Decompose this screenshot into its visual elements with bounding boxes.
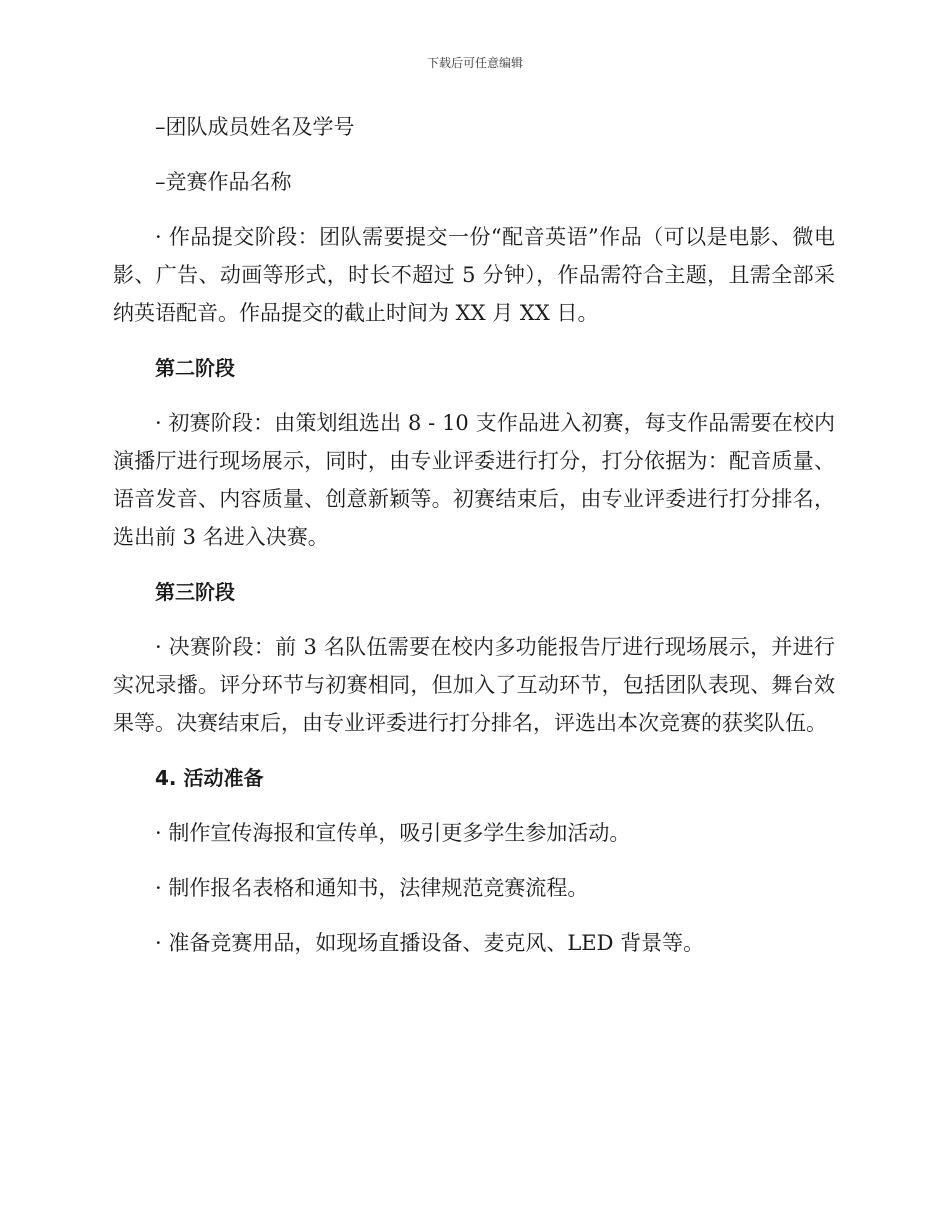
list-item-work-title: –竞赛作品名称 <box>155 170 292 194</box>
list-item-member-names: –团队成员姓名及学号 <box>155 115 355 139</box>
paragraph-final-stage: · 决赛阶段：前 3 名队伍需要在校内多功能报告厅进行现场展示，并进行实况录播。评分环节与初赛相同，但加入了互动环节，包括团队表现、舞台效果等。决赛结束后，由专业评委进行打分排名，评选出本次竞赛的获奖队伍。 <box>113 635 835 735</box>
heading-stage-three: 第三阶段 <box>155 580 235 604</box>
heading-stage-two: 第二阶段 <box>155 356 235 380</box>
paragraph-submission-stage: · 作品提交阶段：团队需要提交一份“配音英语”作品（可以是电影、微电影、广告、动画等形式，时长不超过 5 分钟），作品需符合主题，且需全部采纳英语配音。作品提交的截止时间为 XX 月 XX 日。 <box>113 225 835 325</box>
list-item-forms: · 制作报名表格和通知书，法律规范竞赛流程。 <box>155 876 589 900</box>
document-body <box>113 108 835 962</box>
paragraph-preliminary-stage: · 初赛阶段：由策划组选出 8 - 10 支作品进入初赛，每支作品需要在校内演播厅进行现场展示，同时，由专业评委进行打分，打分依据为：配音质量、语音发音、内容质量、创意新颖等。初赛结束后，由专业评委进行打分排名，选出前 3 名进入决赛。 <box>113 411 835 549</box>
heading-activity-preparation: 4. 活动准备 <box>155 766 264 790</box>
list-item-posters: · 制作宣传海报和宣传单，吸引更多学生参加活动。 <box>155 821 631 845</box>
header-note: 下载后可任意编辑 <box>426 56 523 70</box>
list-item-equipment: · 准备竞赛用品，如现场直播设备、麦克风、LED 背景等。 <box>155 931 705 955</box>
